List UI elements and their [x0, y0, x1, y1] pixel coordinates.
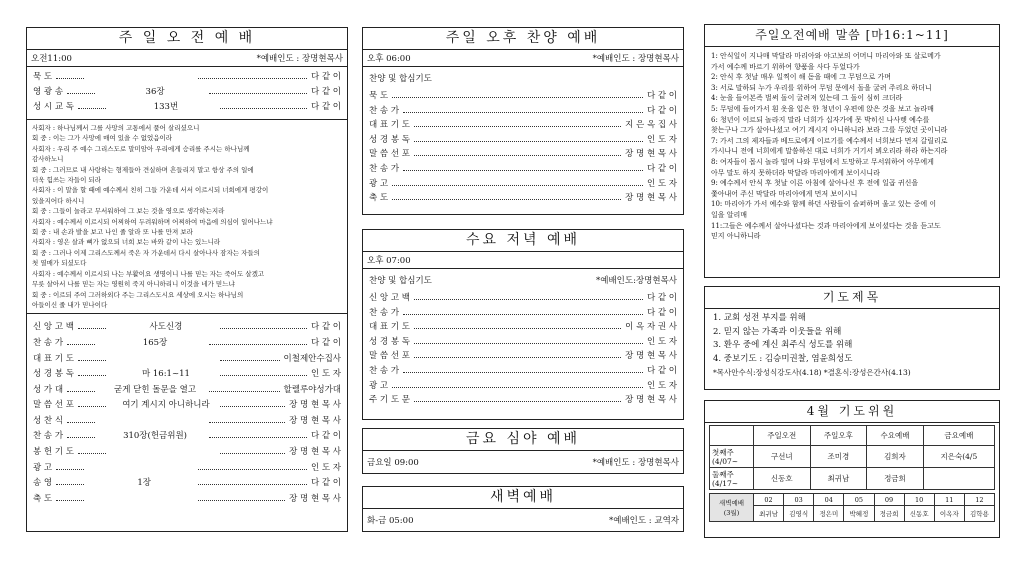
leader-dots [67, 384, 95, 392]
order-item-person: 장 명 현 목 사 [289, 400, 341, 411]
order-item-label: 대 표 기 도 [369, 322, 410, 333]
order-item-person: 장 명 현 목 사 [289, 415, 341, 426]
order-item-person: 장 명 현 목 사 [289, 447, 341, 458]
wednesday-service-header [363, 252, 683, 269]
order-item-person: 다 같 이 [646, 293, 677, 303]
morning-service-header [27, 50, 347, 67]
order-item-person: 지 은 옥 집 사 [625, 120, 677, 131]
sermon-scripture-title: 주일오전예배 말씀 [마16:1~11] [705, 25, 999, 47]
afternoon-service-header [363, 50, 683, 67]
leader-dots [67, 415, 95, 423]
order-item [363, 379, 683, 394]
scripture-verse-line: 9: 예수께서 안식 후 첫날 이른 아침에 살아나신 후 전에 일곱 귀신을 [711, 179, 919, 188]
leader-dots [209, 384, 279, 392]
scripture-verse-line: 5: 무덤에 들어가서 흰 옷을 입은 한 청년이 우편에 앉은 것을 보고 놀라매 [711, 104, 934, 113]
afternoon-first-item: 찬양 및 합심기도 [369, 74, 432, 84]
order-item [27, 398, 347, 414]
leader-dots [67, 430, 95, 438]
order-item-detail: 1장 [137, 478, 151, 489]
morning-service-leader: *예배인도 : 장명현목사 [256, 54, 343, 64]
table-cell: 정금희 [867, 468, 924, 490]
scripture-verse-line: 8: 여자들이 몹시 놀라 떨며 나와 무덤에서 도망하고 무서워하여 아무에게 [711, 157, 934, 166]
table-cell: 12 [964, 494, 994, 506]
order-item [363, 104, 683, 119]
table-cell: 정은미 [814, 506, 844, 522]
order-item-label: 영 광 송 [33, 87, 64, 97]
wednesday-order-list [363, 288, 683, 408]
leader-dots [414, 134, 643, 142]
responsive-reading-line: 회 중 : 그러므로 내 사랑하는 형제들아 견실하며 흔들리지 말고 항상 주의 일에 [32, 165, 254, 174]
order-item-person: 이 옥 자 권 사 [625, 322, 677, 333]
order-item-person: 다 같 이 [310, 87, 341, 97]
table-cell: 박혜정 [844, 506, 874, 522]
leader-dots [414, 119, 621, 127]
order-item-label: 광 고 [33, 462, 53, 473]
table-cell: 03 [784, 494, 814, 506]
order-item-person: 장 명 현 목 사 [625, 395, 677, 406]
table-cell: 이옥자 [934, 506, 964, 522]
leader-dots [198, 477, 307, 485]
order-item-label: 찬 송 가 [369, 163, 400, 174]
order-item-label: 성 찬 식 [33, 415, 64, 426]
leader-dots [198, 462, 307, 470]
leader-dots [198, 493, 285, 501]
afternoon-service-title: 주일 오후 찬양 예배 [363, 28, 683, 50]
leader-dots [78, 321, 106, 329]
leader-dots [78, 446, 106, 454]
order-item [363, 162, 683, 177]
responsive-reading-line: 아들이신 줄 내가 믿나이다 [32, 300, 108, 309]
table-cell: 09 [874, 494, 904, 506]
table-row [710, 426, 995, 446]
order-item-label: 찬 송 가 [33, 431, 64, 442]
order-item-person: 다 같 이 [646, 307, 677, 318]
leader-dots [392, 380, 643, 388]
scripture-verse-line: 1: 안식일이 지나매 막달라 마리아와 야고보의 어머니 마리아와 또 살로메가 [711, 52, 941, 60]
order-item-detail: 310장(헌금위원) [123, 431, 187, 442]
order-item-detail: 165장 [142, 337, 168, 348]
order-item-label: 묵 도 [369, 91, 389, 101]
order-item [27, 429, 347, 445]
order-item-person: 다 같 이 [310, 72, 341, 82]
scripture-verse-line: 10: 마리아가 가서 예수와 함께 하던 사람들이 슬퍼하며 울고 있는 중에 이 [711, 200, 937, 209]
order-item [27, 492, 347, 508]
prayer-committee-table [709, 425, 995, 490]
order-item [363, 291, 683, 306]
order-item-label: 축 도 [369, 193, 389, 204]
table-cell: 신동호 [754, 468, 811, 490]
order-item-detail: 마 16:1~11 [141, 369, 190, 380]
scripture-verse-line: 7: 가서 그의 제자들과 베드로에게 이르기를 예수께서 너희보다 먼저 갈릴리로 [711, 136, 948, 145]
dawn-service-header [363, 509, 683, 528]
friday-service-title: 금요 심야 예배 [363, 429, 683, 451]
order-item [363, 364, 683, 379]
order-item [27, 320, 347, 336]
responsive-reading-line: 회 중 : 그들이 놀라고 무서워하여 그 보는 것을 영으로 생각하는지라 [32, 207, 225, 216]
prayer-requests-panel [704, 286, 1000, 390]
leader-dots [78, 368, 106, 376]
morning-service-title: 주 일 오 전 예 배 [27, 28, 347, 50]
order-item [363, 191, 683, 206]
order-item-person: 장 명 현 목 사 [625, 149, 677, 160]
scripture-verse-line: 쫓아내어 주신 막달라 마리아에게 먼저 보이시니 [711, 189, 858, 198]
responsive-reading [27, 119, 347, 314]
sermon-scripture-panel [704, 24, 1000, 278]
leader-dots [414, 321, 621, 329]
table-cell: 최귀남 [810, 468, 867, 490]
table-header-cell: 수요예배 [867, 426, 924, 446]
order-item [363, 177, 683, 192]
table-header-cell: 주일오후 [810, 426, 867, 446]
order-item-label: 광 고 [369, 380, 389, 391]
order-item-label: 성 경 봉 독 [369, 134, 410, 145]
order-item-person: 장 명 현 목 사 [625, 193, 677, 204]
table-row [710, 468, 995, 490]
order-item-label: 말 씀 선 포 [369, 149, 410, 160]
morning-order-list [27, 314, 347, 507]
leader-dots [78, 399, 106, 407]
sermon-scripture-text [705, 47, 999, 246]
order-item-label: 대 표 기 도 [369, 120, 410, 131]
order-item-person: 다 같 이 [646, 365, 677, 376]
responsive-reading-line: 감사하노니 [32, 155, 64, 164]
leader-dots [403, 307, 643, 315]
table-cell: 정금희 [874, 506, 904, 522]
afternoon-service-time: 오후 06:00 [367, 54, 411, 64]
order-item-label: 봉 헌 기 도 [33, 447, 74, 458]
table-cell: 구선녀 [754, 446, 811, 468]
order-item [363, 306, 683, 321]
leader-dots [414, 336, 643, 344]
order-item [27, 476, 347, 492]
order-item-label: 대 표 기 도 [33, 353, 74, 364]
leader-dots [220, 399, 285, 407]
leader-dots [67, 86, 95, 94]
order-item [27, 352, 347, 368]
order-item-person: 인 도 자 [310, 369, 341, 380]
morning-service-time: 오전11:00 [31, 54, 72, 64]
leader-dots [414, 292, 643, 300]
order-item-label: 주 기 도 문 [369, 395, 410, 406]
order-item-person: 다 같 이 [646, 163, 677, 174]
leader-dots [209, 430, 307, 438]
wednesday-service-panel [362, 229, 684, 420]
prayer-committee-title: 4월 기도위원 [705, 401, 999, 423]
order-item [363, 133, 683, 148]
leader-dots [209, 415, 285, 423]
prayer-request-item: 3. 환우 중에 계신 최주식 성도를 위해 [713, 340, 853, 350]
leader-dots [392, 90, 643, 98]
wednesday-service-time: 오후 07:00 [367, 256, 411, 266]
leader-dots [414, 350, 621, 358]
friday-service-leader: *예배인도 : 장명현목사 [592, 458, 679, 468]
order-item-detail: 여기 계시지 아니하니라 [122, 400, 210, 411]
scripture-verse-line: 11:그들은 예수께서 살아나셨다는 것과 마리아에게 보이셨다는 것을 듣고도 [711, 221, 941, 230]
order-item [363, 393, 683, 408]
table-row [710, 446, 995, 468]
leader-dots [414, 394, 621, 402]
order-item [27, 414, 347, 430]
dawn-service-leader: *예배인도 : 교역자 [609, 516, 679, 526]
order-item-label: 성 시 교 독 [33, 102, 74, 112]
leader-dots [198, 71, 307, 79]
table-cell: 04 [814, 494, 844, 506]
order-item [27, 383, 347, 399]
table-cell: 10 [904, 494, 934, 506]
responsive-reading-line: 회 중 : 그러나 이제 그리스도께서 죽은 자 가운데서 다시 살아나사 잠자는 자들의 [32, 248, 260, 257]
order-item-person: 인 도 자 [646, 134, 677, 145]
dawn-service-title: 새벽예배 [363, 487, 683, 509]
order-item-label: 말 씀 선 포 [33, 400, 74, 411]
responsive-reading-line: 사회자 : 영은 살과 뼈가 없으되 너희 보는 바와 같이 나는 있느니라 [32, 238, 221, 247]
leader-dots [56, 462, 84, 470]
week-label-cell: 둘째주 (4/17~ [710, 468, 754, 490]
scripture-verse-line: 가시나니 전에 너희에게 말씀하신 대로 너희가 거기서 뵈오리라 하라 하는지라 [711, 147, 948, 156]
prayer-requests-list [705, 309, 999, 383]
dawn-prayer-table [709, 493, 995, 522]
order-item-person: 다 같 이 [646, 91, 677, 101]
prayer-committee-panel [704, 400, 1000, 538]
responsive-reading-line: 더욱 힘쓰는 자들이 되라 [32, 176, 101, 185]
prayer-requests-title: 기도제목 [705, 287, 999, 309]
table-cell [923, 468, 994, 490]
scripture-verse-line: 6: 청년이 이르되 놀라지 말라 너희가 십자가에 못 박히신 나사렛 예수를 [711, 115, 930, 124]
leader-dots [78, 353, 106, 361]
order-item [363, 147, 683, 162]
responsive-reading-line: 사회자 : 하나님께서 그를 사망의 고통에서 풀어 살리셨으니 [32, 124, 200, 132]
table-cell: 05 [844, 494, 874, 506]
scripture-verse-line: 4: 눈을 들어본즉 벌써 돌이 굴려져 있는데 그 돌이 심히 크더라 [711, 94, 903, 103]
table-cell: 김영식 [784, 506, 814, 522]
order-item-person: 장 명 현 목 사 [625, 351, 677, 362]
order-item-person: 이철제안수집사 [283, 353, 341, 364]
friday-service-panel [362, 428, 684, 474]
prayer-request-item: 2. 믿지 않는 가족과 이웃들을 위해 [713, 326, 842, 337]
leader-dots [56, 493, 84, 501]
order-item [363, 320, 683, 335]
leader-dots [220, 101, 307, 109]
table-cell: 신동호 [904, 506, 934, 522]
leader-dots [403, 365, 643, 373]
order-item-label: 광 고 [369, 178, 389, 189]
scripture-verse-line: 3: 서로 말하되 누가 우리를 위하여 무덤 문에서 돌을 굴려 주리요 하더니 [711, 83, 932, 92]
order-item-detail: 굳게 닫힌 돌문을 열고 [114, 384, 197, 395]
responsive-reading-line: 사회자 : 우리 주 예수 그리스도로 말미암아 우리에게 승리를 주시는 하나님께 [32, 144, 250, 153]
order-item-person: 인 도 자 [310, 462, 341, 473]
order-item-person: 인 도 자 [646, 178, 677, 189]
prayer-request-item: 1. 교회 성전 부지를 위해 [713, 313, 806, 323]
leader-dots [220, 368, 307, 376]
table-header-cell [710, 426, 754, 446]
dawn-label-cell: 새벽예배 (3월) [710, 494, 754, 522]
order-item [27, 461, 347, 477]
order-item-detail: 36장 [145, 87, 165, 97]
morning-order-top [27, 67, 347, 119]
wednesday-service-title: 수요 저녁 예배 [363, 230, 683, 252]
wednesday-first-item: 찬양 및 합심기도 *예배인도:장명현목사 [369, 276, 677, 286]
leader-dots [209, 337, 307, 345]
friday-service-time: 금요일 09:00 [367, 458, 419, 468]
responsive-reading-line: 사회자 : 이 말을 할 때에 예수께서 친히 그들 가운데 서서 이르시되 너희에게 평강이 [32, 186, 269, 195]
order-item-label: 송 영 [33, 478, 53, 489]
order-item [27, 85, 347, 100]
leader-dots [78, 101, 106, 109]
table-row [710, 494, 995, 506]
scripture-verse-line: 일을 알리매 [711, 210, 748, 219]
table-cell: 지은숙(4/5 [923, 446, 994, 468]
scripture-verse-line: 믿지 아니하니라 [711, 232, 761, 241]
order-item-person: 인 도 자 [646, 336, 677, 347]
order-item-label: 성 경 봉 독 [33, 369, 74, 380]
week-label-cell: 첫째주 (4/07~ [710, 446, 754, 468]
table-header-cell: 주일오전 [754, 426, 811, 446]
order-item [363, 89, 683, 104]
scripture-verse-line: 아무 말도 하지 못하더라 막달라 마리아에게 보이시니라 [711, 168, 880, 177]
order-item-person: 다 같 이 [310, 322, 341, 333]
dawn-service-panel [362, 486, 684, 532]
scripture-verse-line: 가서 예수께 바르기 위하여 향품을 사다 두었다가 [711, 62, 860, 71]
afternoon-service-leader: *예배인도 : 장명현목사 [592, 54, 679, 64]
order-item [27, 367, 347, 383]
order-item [27, 336, 347, 352]
order-item-person: 인 도 자 [646, 380, 677, 391]
order-item-person: 다 같 이 [310, 102, 341, 112]
leader-dots [403, 163, 643, 171]
responsive-reading-line: 무릇 살아서 나를 믿는 자는 영원히 죽지 아니하리니 이것을 네가 믿느냐 [32, 280, 235, 289]
afternoon-service-panel [362, 27, 684, 215]
friday-service-header [363, 451, 683, 470]
order-item-person: 장 명 현 목 사 [289, 493, 341, 504]
responsive-reading-line: 첫 열매가 되셨도다 [32, 259, 87, 268]
order-item-person: 할렐루야성가대 [283, 384, 341, 395]
prayer-request-item: *목사안수식:장성식강도사(4.18) *결혼식:장성은간사(4.13) [713, 368, 911, 377]
responsive-reading-line: 회 중 : 이는 그가 사망에 매여 있을 수 없었음이라 [32, 134, 173, 143]
leader-dots [403, 105, 643, 113]
table-cell: 김학용 [964, 506, 994, 522]
leader-dots [414, 148, 621, 156]
order-item-label: 묵 도 [33, 72, 53, 82]
order-item [363, 335, 683, 350]
leader-dots [67, 337, 95, 345]
order-item [363, 118, 683, 133]
order-item-label: 축 도 [33, 493, 53, 504]
responsive-reading-line: 있을지어다 하시니 [32, 196, 85, 205]
afternoon-order-list [363, 86, 683, 206]
responsive-reading-line: 회 중 : 내 손과 발을 보고 나인 줄 알라 또 나를 만져 보라 [32, 228, 193, 237]
leader-dots [209, 86, 307, 94]
order-item-label: 신 앙 고 백 [369, 293, 410, 303]
order-item-person: 다 같 이 [646, 105, 677, 116]
table-header-cell: 금요예배 [923, 426, 994, 446]
order-item [27, 445, 347, 461]
order-item [363, 349, 683, 364]
table-cell: 11 [934, 494, 964, 506]
leader-dots [220, 321, 307, 329]
leader-dots [392, 178, 643, 186]
responsive-reading-line: 사회자 : 예수께서 이르시되 나는 부활이요 생명이니 나를 믿는 자는 죽어도 살겠고 [32, 269, 265, 278]
order-item-person: 다 같 이 [310, 431, 341, 442]
responsive-reading-line: 사회자 : 예수께서 이르시되 어찌하여 두려워하며 어찌하여 마음에 의심이 일어나느냐 [32, 217, 273, 226]
leader-dots [392, 192, 621, 200]
order-item-detail: 133번 [153, 102, 179, 112]
order-item-label: 말 씀 선 포 [369, 351, 410, 362]
responsive-reading-line: 회 중 : 이르되 주여 그러하외다 주는 그리스도시요 세상에 오시는 하나님의 [32, 290, 244, 299]
table-cell: 김희자 [867, 446, 924, 468]
leader-dots [220, 446, 285, 454]
leader-dots [220, 353, 280, 361]
order-item-label: 찬 송 가 [369, 365, 400, 376]
leader-dots [56, 71, 84, 79]
order-item-detail: 사도신경 [149, 322, 183, 333]
wednesday-service-leader: *예배인도:장명현목사 [595, 276, 677, 286]
order-item [27, 70, 347, 85]
order-item [27, 100, 347, 115]
order-item-label: 찬 송 가 [369, 307, 400, 318]
table-cell: 02 [754, 494, 784, 506]
table-cell: 최귀남 [754, 506, 784, 522]
leader-dots [56, 477, 84, 485]
order-item-label: 찬 송 가 [33, 337, 64, 348]
order-item-label: 성 경 봉 독 [369, 336, 410, 347]
morning-service-panel [26, 27, 348, 532]
prayer-request-item: 4. 중보기도 : 김승미권찰, 염윤희성도 [713, 353, 853, 364]
order-item-label: 성 가 대 [33, 384, 64, 395]
dawn-service-time: 화-금 05:00 [367, 516, 414, 526]
table-cell: 조미경 [810, 446, 867, 468]
order-item-person: 다 같 이 [310, 478, 341, 489]
scripture-verse-line: 찾는구나 그가 살아나셨고 여기 계시지 아니하니라 보라 그를 두었던 곳이니라 [711, 126, 948, 135]
order-item-label: 찬 송 가 [369, 105, 400, 116]
scripture-verse-line: 2: 안식 후 첫날 매우 일찍이 해 돋을 때에 그 무덤으로 가며 [711, 73, 892, 82]
order-item-label: 신 앙 고 백 [33, 322, 74, 333]
order-item-person: 다 같 이 [310, 337, 341, 348]
